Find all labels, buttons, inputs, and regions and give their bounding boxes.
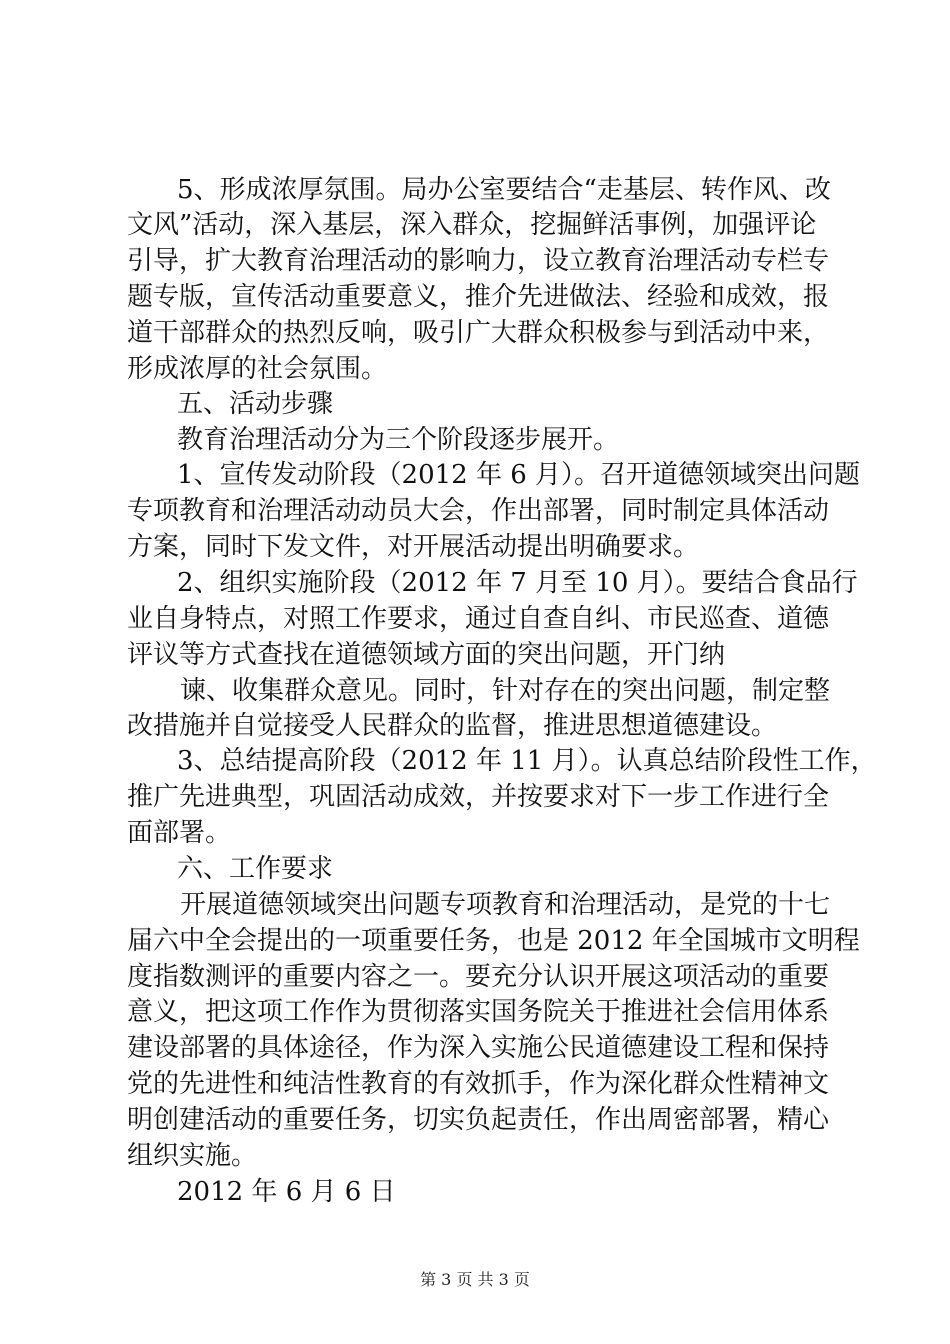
text-line: 2、组织实施阶段（2012 年 7 月至 10 月）。要结合食品行 bbox=[177, 568, 858, 598]
text-line: 形成浓厚的社会氛围。 bbox=[127, 354, 388, 384]
text-line: 五、活动步骤 bbox=[177, 389, 334, 419]
text-line: 业自身特点，对照工作要求，通过自查自纠、市民巡查、道德 bbox=[127, 604, 830, 634]
text-line: 面部署。 bbox=[127, 818, 232, 848]
text-line: 道干部群众的热烈反响，吸引广大群众积极参与到活动中来， bbox=[127, 318, 830, 348]
text-line: 文风”活动，深入基层，深入群众，挖掘鲜活事例，加强评论 bbox=[127, 210, 817, 240]
text-line: 题专版，宣传活动重要意义，推介先进做法、经验和成效，报 bbox=[127, 282, 830, 312]
text-line: 2012 年 6 月 6 日 bbox=[177, 1177, 396, 1207]
text-line: 届六中全会提出的一项重要任务，也是 2012 年全国城市文明程 bbox=[127, 926, 860, 956]
text-line: 3、总结提高阶段（2012 年 11 月）。认真总结阶段性工作， bbox=[177, 746, 877, 776]
text-line: 评议等方式查找在道德领域方面的突出问题，开门纳 bbox=[127, 640, 726, 670]
text-line: 意义，把这项工作作为贯彻落实国务院关于推进社会信用体系 bbox=[127, 997, 830, 1027]
text-line: 推广先进典型，巩固活动成效，并按要求对下一步工作进行全 bbox=[127, 782, 830, 812]
text-line: 组织实施。 bbox=[127, 1141, 258, 1171]
text-line: 方案，同时下发文件，对开展活动提出明确要求。 bbox=[127, 532, 700, 562]
text-line: 专项教育和治理活动动员大会，作出部署，同时制定具体活动 bbox=[127, 496, 830, 526]
text-line: 引导，扩大教育治理活动的影响力，设立教育治理活动专栏专 bbox=[127, 246, 830, 276]
text-line: 明创建活动的重要任务，切实负起责任，作出周密部署，精心 bbox=[127, 1105, 830, 1135]
text-line: 开展道德领域突出问题专项教育和治理活动，是党的十七 bbox=[180, 890, 831, 920]
page-footer: 第 3 页 共 3 页 bbox=[420, 1270, 530, 1289]
text-line: 教育治理活动分为三个阶段逐步展开。 bbox=[177, 425, 620, 455]
text-line: 党的先进性和纯洁性教育的有效抓手，作为深化群众性精神文 bbox=[127, 1069, 830, 1099]
text-line: 度指数测评的重要内容之一。要充分认识开展这项活动的重要 bbox=[127, 962, 830, 992]
text-line: 谏、收集群众意见。同时，针对存在的突出问题，制定整 bbox=[180, 676, 831, 706]
text-line: 建设部署的具体途径，作为深入实施公民道德建设工程和保持 bbox=[127, 1033, 830, 1063]
text-line: 5、形成浓厚氛围。局办公室要结合“走基层、转作风、改 bbox=[177, 175, 831, 205]
text-line: 六、工作要求 bbox=[177, 854, 334, 884]
text-line: 改措施并自觉接受人民群众的监督，推进思想道德建设。 bbox=[127, 711, 778, 741]
text-line: 1、宣传发动阶段（2012 年 6 月）。召开道德领域突出问题 bbox=[177, 460, 861, 490]
